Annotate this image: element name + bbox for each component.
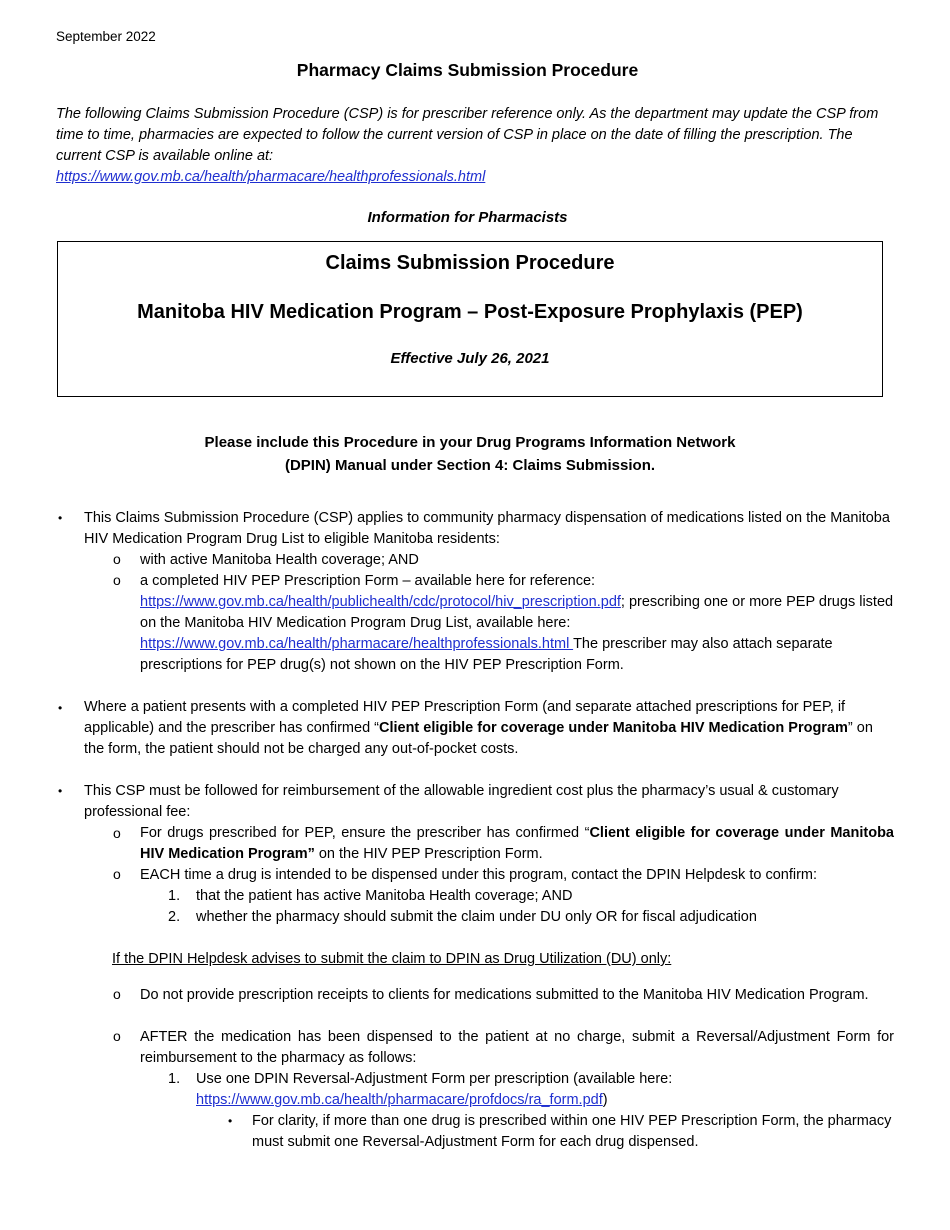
bullet1-sub2-text-b: ; prescribing one or more PEP drugs listed on the Manitoba HIV Medication Program Drug List, available here: (140, 594, 894, 631)
bullet3-sub1-bold: Client eligible for coverage under Manitoba HIV Medication Program” (140, 825, 894, 862)
intro-paragraph (56, 104, 886, 188)
effective-date: Effective July 26, 2021 (390, 350, 550, 367)
bullet-marker: • (58, 701, 63, 715)
ra-form-link[interactable]: https://www.gov.mb.ca/health/pharmacare/profdocs/ra_form.pdf (196, 1092, 603, 1108)
numbered-item-2: whether the pharmacy should submit the claim under DU only OR for fiscal adjudication (196, 909, 757, 925)
step1-text-a: Use one DPIN Reversal-Adjustment Form per prescription (available here: (196, 1071, 673, 1087)
sub-bullet-marker: o (113, 866, 121, 882)
bullet2-text-a: Where a patient presents with a completed HIV PEP Prescription Form (and separate attached prescriptions for PEP, if applicable) and the prescriber has confirmed “ (84, 699, 846, 736)
program-title: Manitoba HIV Medication Program – Post-Exposure Prophylaxis (PEP) (137, 301, 803, 323)
document-date: September 2022 (56, 29, 156, 44)
sub-bullet-marker: o (113, 1028, 121, 1044)
bullet2-text (84, 697, 896, 760)
step1-sub-bullet: For clarity, if more than one drug is prescribed within one HIV PEP Prescription Form, the pharmacy must submit one Reversal-Adjustment Form for each drug dispensed. (252, 1113, 892, 1150)
du-item-1: Do not provide prescription receipts to clients for medications submitted to the Manitoba HIV Medication Program. (140, 987, 869, 1003)
hiv-prescription-link[interactable]: https://www.gov.mb.ca/health/publichealth/cdc/protocol/hiv_prescription.pdf (140, 594, 621, 610)
numbered-marker: 1. (168, 1071, 181, 1087)
bullet3-sub1-text-a: For drugs prescribed for PEP, ensure the prescriber has confirmed “ (140, 825, 590, 841)
intro-text: The following Claims Submission Procedure (CSP) is for prescriber reference only. As the department may update the CSP from time to time, pharmacies are expected to follow the current version of CSP in place on the date of filling the prescription. The current CSP is available online at: (56, 106, 879, 164)
sub-bullet-marker: o (113, 825, 121, 841)
bullet2-bold: Client eligible for coverage under Manitoba HIV Medication Program (378, 720, 848, 736)
include-notice-line2: (DPIN) Manual under Section 4: Claims Submission. (284, 457, 656, 474)
numbered-item-1: that the patient has active Manitoba Health coverage; AND (196, 888, 573, 904)
du-item-2: AFTER the medication has been dispensed to the patient at no charge, submit a Reversal/Adjustment Form for reimbursement to the pharmacy as follows: (140, 1029, 894, 1066)
bullet-marker: • (58, 511, 63, 525)
box-title: Claims Submission Procedure (325, 252, 615, 274)
csp-link[interactable]: https://www.gov.mb.ca/health/pharmacare/healthprofessionals.html (56, 169, 486, 185)
bullet1-sub1: with active Manitoba Health coverage; AND (140, 552, 419, 568)
bullet1-sub2 (140, 571, 896, 676)
bullet1-sub2-text-c: The prescriber may also attach separate prescriptions for PEP drug(s) not shown on the HIV PEP Prescription Form. (140, 636, 833, 673)
bullet1-sub2-text-a: a completed HIV PEP Prescription Form – available here for reference: (140, 573, 596, 589)
bullet1-text: This Claims Submission Procedure (CSP) applies to community pharmacy dispensation of medications listed on the Manitoba HIV Medication Program Drug List to eligible Manitoba residents: (84, 510, 890, 547)
sub-bullet-marker: o (113, 986, 121, 1002)
bullet2-text-b: ” on the form, the patient should not be charged any out-of-pocket costs. (84, 720, 873, 757)
step-1 (196, 1069, 896, 1111)
bullet-marker: • (228, 1114, 233, 1128)
numbered-marker: 1. (168, 888, 181, 904)
include-notice-line1: Please include this Procedure in your Drug Programs Information Network (204, 434, 736, 451)
step1-text-b: ) (602, 1092, 608, 1108)
bullet3-sub1 (140, 823, 894, 865)
page-title: Pharmacy Claims Submission Procedure (296, 60, 639, 80)
du-heading: If the DPIN Helpdesk advises to submit the claim to DPIN as Drug Utilization (DU) only: (112, 951, 672, 967)
health-professionals-link[interactable]: https://www.gov.mb.ca/health/pharmacare/healthprofessionals.html (140, 636, 574, 652)
numbered-marker: 2. (168, 909, 181, 925)
bullet3-sub2: EACH time a drug is intended to be dispensed under this program, contact the DPIN Helpdesk to confirm: (140, 867, 818, 883)
sub-bullet-marker: o (113, 572, 121, 588)
sub-bullet-marker: o (113, 551, 121, 567)
bullet-marker: • (58, 784, 63, 798)
include-notice (100, 431, 840, 477)
bullet3-sub1-text-b: on the HIV PEP Prescription Form. (314, 846, 543, 862)
bullet3-text: This CSP must be followed for reimbursement of the allowable ingredient cost plus the pharmacy’s usual & customary professional fee: (84, 783, 839, 820)
title-box (57, 241, 883, 397)
info-for-pharmacists-heading: Information for Pharmacists (367, 209, 568, 226)
